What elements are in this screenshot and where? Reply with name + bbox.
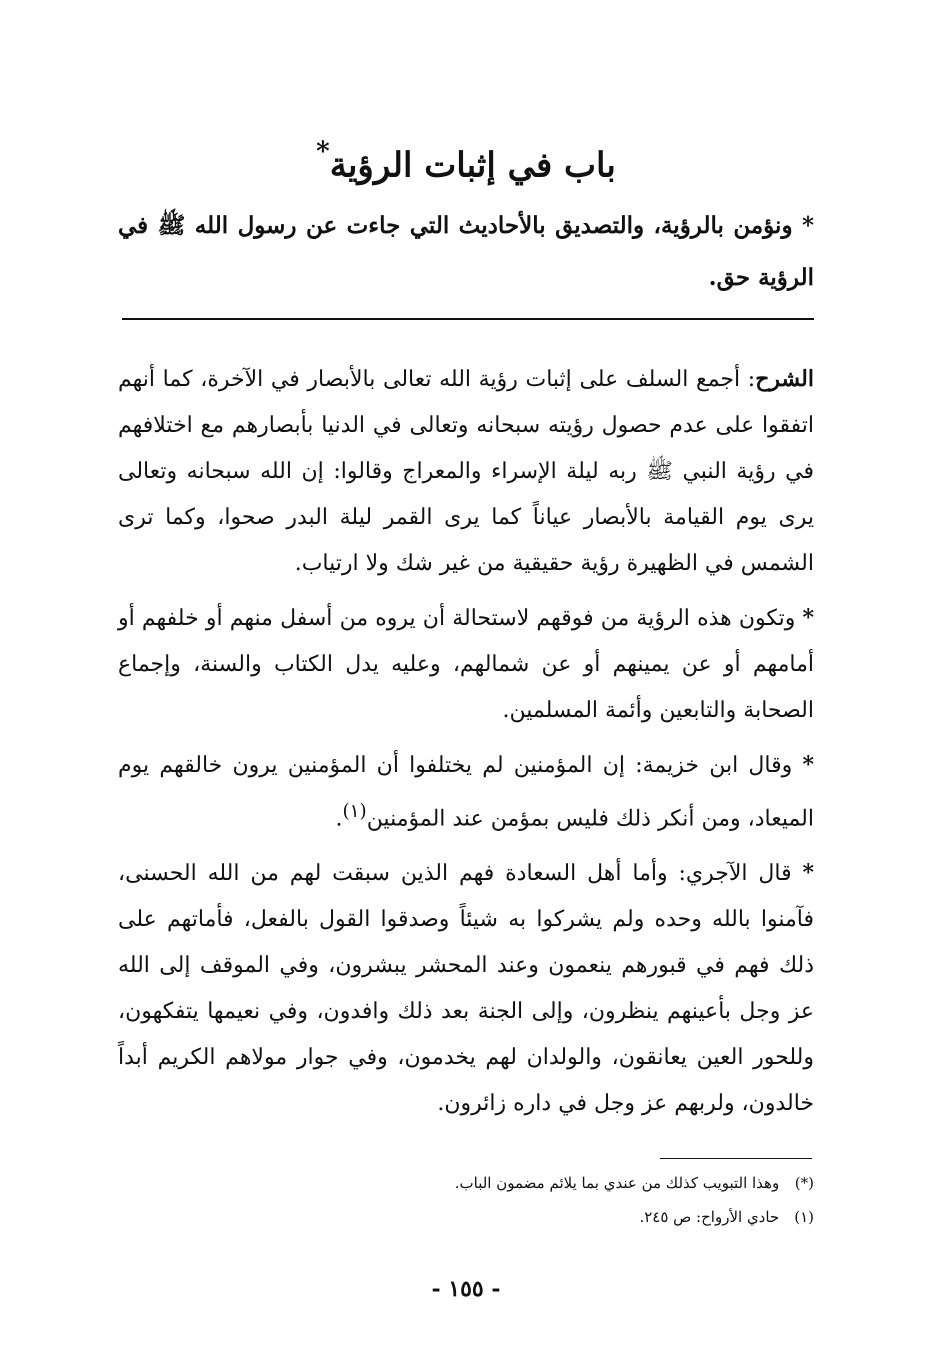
matn-text: * ونؤمن بالرؤية، والتصديق بالأحاديث التي جاءت عن رسول الله ﷺ في الرؤية حق. (118, 212, 814, 291)
asterisk-marker: * (802, 752, 814, 778)
paragraph-direction (118, 595, 814, 734)
paragraph-text: قال الآجري: وأما أهل السعادة فهم الذين سبقت لهم من الله الحسنى، فآمنوا بالله وحده ولم يشركوا به شيئاً وصدقوا القول بالفعل، فأماتهم على ذلك فهم في قبورهم ينعمون وعند المحشر يبشرون، وفي الموقف إلى الله عز وجل بأعينهم ينظرون، وإلى الجنة بعد ذلك وافدون، وفي نعيمها يتفكهون، وللحور العين يعانقون، والولدان لهم يخدمون، وفي جوار مولاهم الكريم أبداً خالدون، ولربهم عز وجل في داره زائرون. (118, 861, 814, 1117)
chapter-title-text: باب في إثبات الرؤية (329, 145, 616, 186)
footnotes (118, 1166, 814, 1234)
chapter-title-marker: * (316, 137, 330, 167)
paragraph-text: وقال ابن خزيمة: إن المؤمنين لم يختلفوا أن المؤمنين يرون خالقهم يوم الميعاد، ومن أنكر ذلك فليس بمؤمن عند المؤمنين (118, 753, 814, 832)
paragraph-end: . (335, 806, 343, 832)
footnote-mark: (*) (794, 1174, 814, 1192)
footnote-item (118, 1200, 814, 1234)
paragraph-text: : أجمع السلف على إثبات رؤية الله تعالى بالأبصار في الآخرة، كما أنهم اتفقوا على عدم حصول رؤيته سبحانه وتعالى في الدنيا بأبصارهم مع اختلافهم في رؤية النبي ﷺ ربه ليلة الإسراء والمعراج وقالوا: إن الله سبحانه وتعالى يرى يوم القيامة بالأبصار عياناً كما يرى القمر ليلة البدر صحوا، وكما ترى الشمس في الظهيرة رؤية حقيقية من غير شك ولا ارتياب. (118, 367, 814, 576)
asterisk-marker: * (802, 860, 814, 887)
paragraph-text: وتكون هذه الرؤية من فوقهم لاستحالة أن يروه من أسفل منهم أو خلفهم أو أمامهم أو عن يمينهم أو عن شمالهم، وعليه يدل الكتاب والسنة، وإجماع الصحابة والتابعين وأئمة المسلمين. (118, 606, 814, 723)
footnote-text: وهذا التبويب كذلك من عندي بما يلائم مضمون الباب. (454, 1174, 780, 1192)
asterisk-marker: * (802, 605, 814, 631)
commentary (118, 356, 814, 1135)
footnote-text: حادي الأرواح: ص ٢٤٥. (639, 1208, 780, 1226)
footnote-divider (660, 1158, 812, 1159)
paragraph-ajurri (118, 850, 814, 1127)
paragraph-sharh (118, 356, 814, 587)
page-number: - ١٥٥ - (431, 1276, 501, 1302)
section-divider (122, 318, 814, 320)
footnote-mark: (١) (794, 1208, 814, 1226)
sharh-label: الشرح (755, 366, 814, 392)
footnote-item (118, 1166, 814, 1200)
chapter-title (100, 128, 832, 193)
paragraph-ibn-khuzaymah (118, 742, 814, 842)
footnote-reference: (١) (342, 801, 367, 822)
